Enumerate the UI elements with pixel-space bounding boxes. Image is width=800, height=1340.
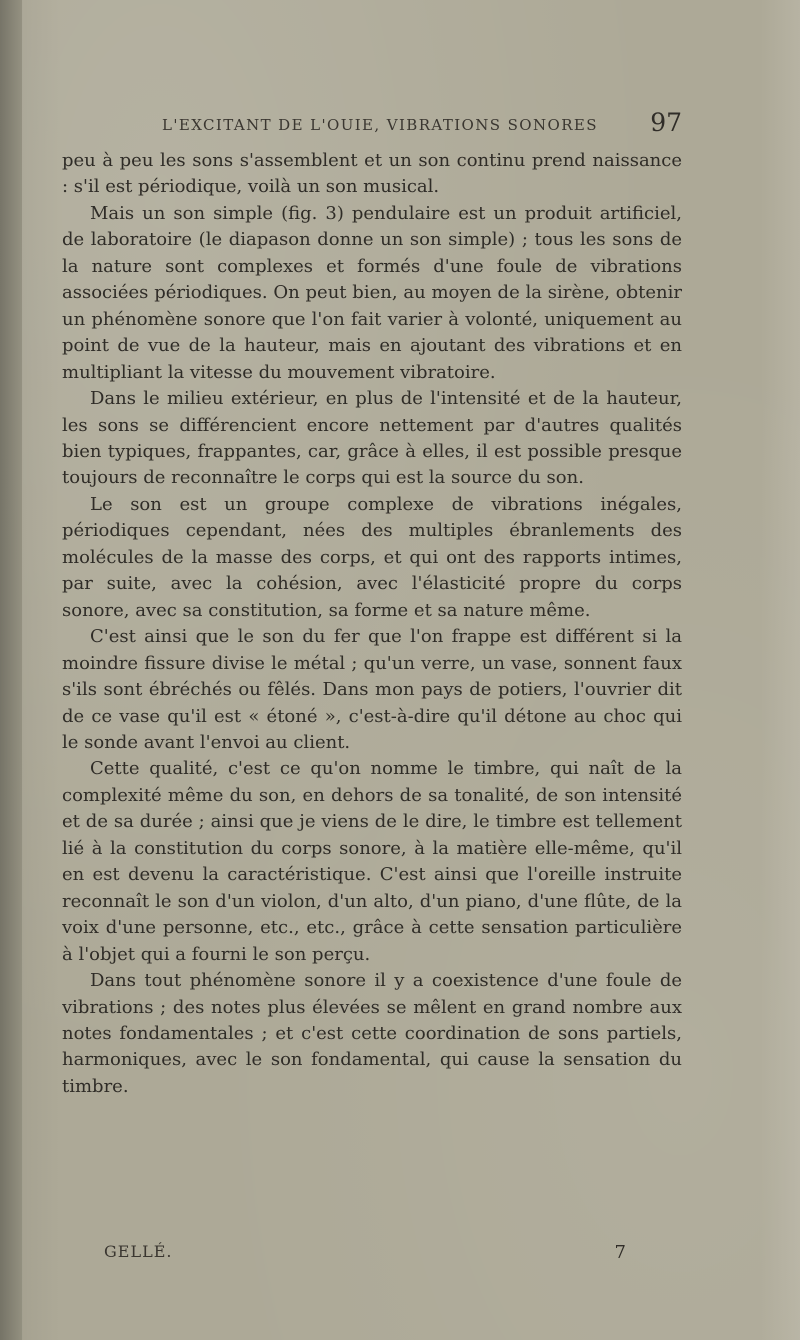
paragraph: Le son est un groupe complexe de vibrations inégales, périodiques cependant, nées des multiples ébranlements des molécules de la masse des corps, et qui ont des rapports intimes, par suite, avec la cohésion, avec l'élasticité propre du corps sonore, avec sa constitution, sa forme et sa nature même. bbox=[62, 493, 682, 621]
paragraph: Mais un son simple (fig. 3) pendulaire est un produit artificiel, de laboratoire (le diapason donne un son simple) ; tous les sons de la nature sont complexes et formés d'une foule de vibrations associées périodiques. On peut bien, au moyen de la sirène, obtenir un phénomène sonore que l'on fait varier à volonté, uniquement au point de vue de la hauteur, mais en ajoutant des vibrations et en multipliant la vitesse du mouvement vibratoire. bbox=[62, 202, 682, 383]
page-number: 97 bbox=[650, 108, 682, 137]
page-footer bbox=[104, 1238, 644, 1268]
page-binding-edge bbox=[0, 0, 22, 1340]
running-header bbox=[62, 108, 682, 140]
signature-mark: 7 bbox=[614, 1242, 626, 1263]
running-title: L'EXCITANT DE L'OUIE, VIBRATIONS SONORES bbox=[162, 116, 598, 134]
paragraph: Dans tout phénomène sonore il y a coexistence d'une foule de vibrations ; des notes plus élevées se mêlent en grand nombre aux notes fondamentales ; et c'est cette coordination de sons partiels, harmoniques, avec le son fondamental, qui cause la sensation du timbre. bbox=[62, 970, 682, 1097]
footer-author: GELLÉ. bbox=[104, 1242, 173, 1261]
paragraph: peu à peu les sons s'assemblent et un son continu prend naissance : s'il est périodique, voilà un son musical. bbox=[62, 150, 682, 198]
body-text bbox=[62, 148, 682, 1240]
paragraph: C'est ainsi que le son du fer que l'on frappe est différent si la moindre fissure divise le métal ; qu'un verre, un vase, sonnent faux s'ils sont ébréchés ou fêlés. Dans mon pays de potiers, l'ouvrier dit de ce vase qu'il est « étoné », c'est-à-dire qu'il détone au choc qui le sonde avant l'envoi au client. bbox=[62, 626, 682, 753]
paragraph: Cette qualité, c'est ce qu'on nomme le timbre, qui naît de la complexité même du son, en dehors de sa tonalité, de son intensité et de sa durée ; ainsi que je viens de le dire, le timbre est tellement lié à la constitution du corps sonore, à la matière elle-même, qu'il en est devenu la caractéristique. C'est ainsi que l'oreille instruite reconnaît le son d'un violon, d'un alto, d'un piano, d'une flûte, de la voix d'une personne, etc., etc., grâce à cette sensation particulière à l'objet qui a fourni le son perçu. bbox=[62, 758, 682, 965]
paragraph: Dans le milieu extérieur, en plus de l'intensité et de la hauteur, les sons se différencient encore nettement par d'autres qualités bien typiques, frappantes, car, grâce à elles, il est possible presque toujours de reconnaître le corps qui est la source du son. bbox=[62, 388, 682, 489]
